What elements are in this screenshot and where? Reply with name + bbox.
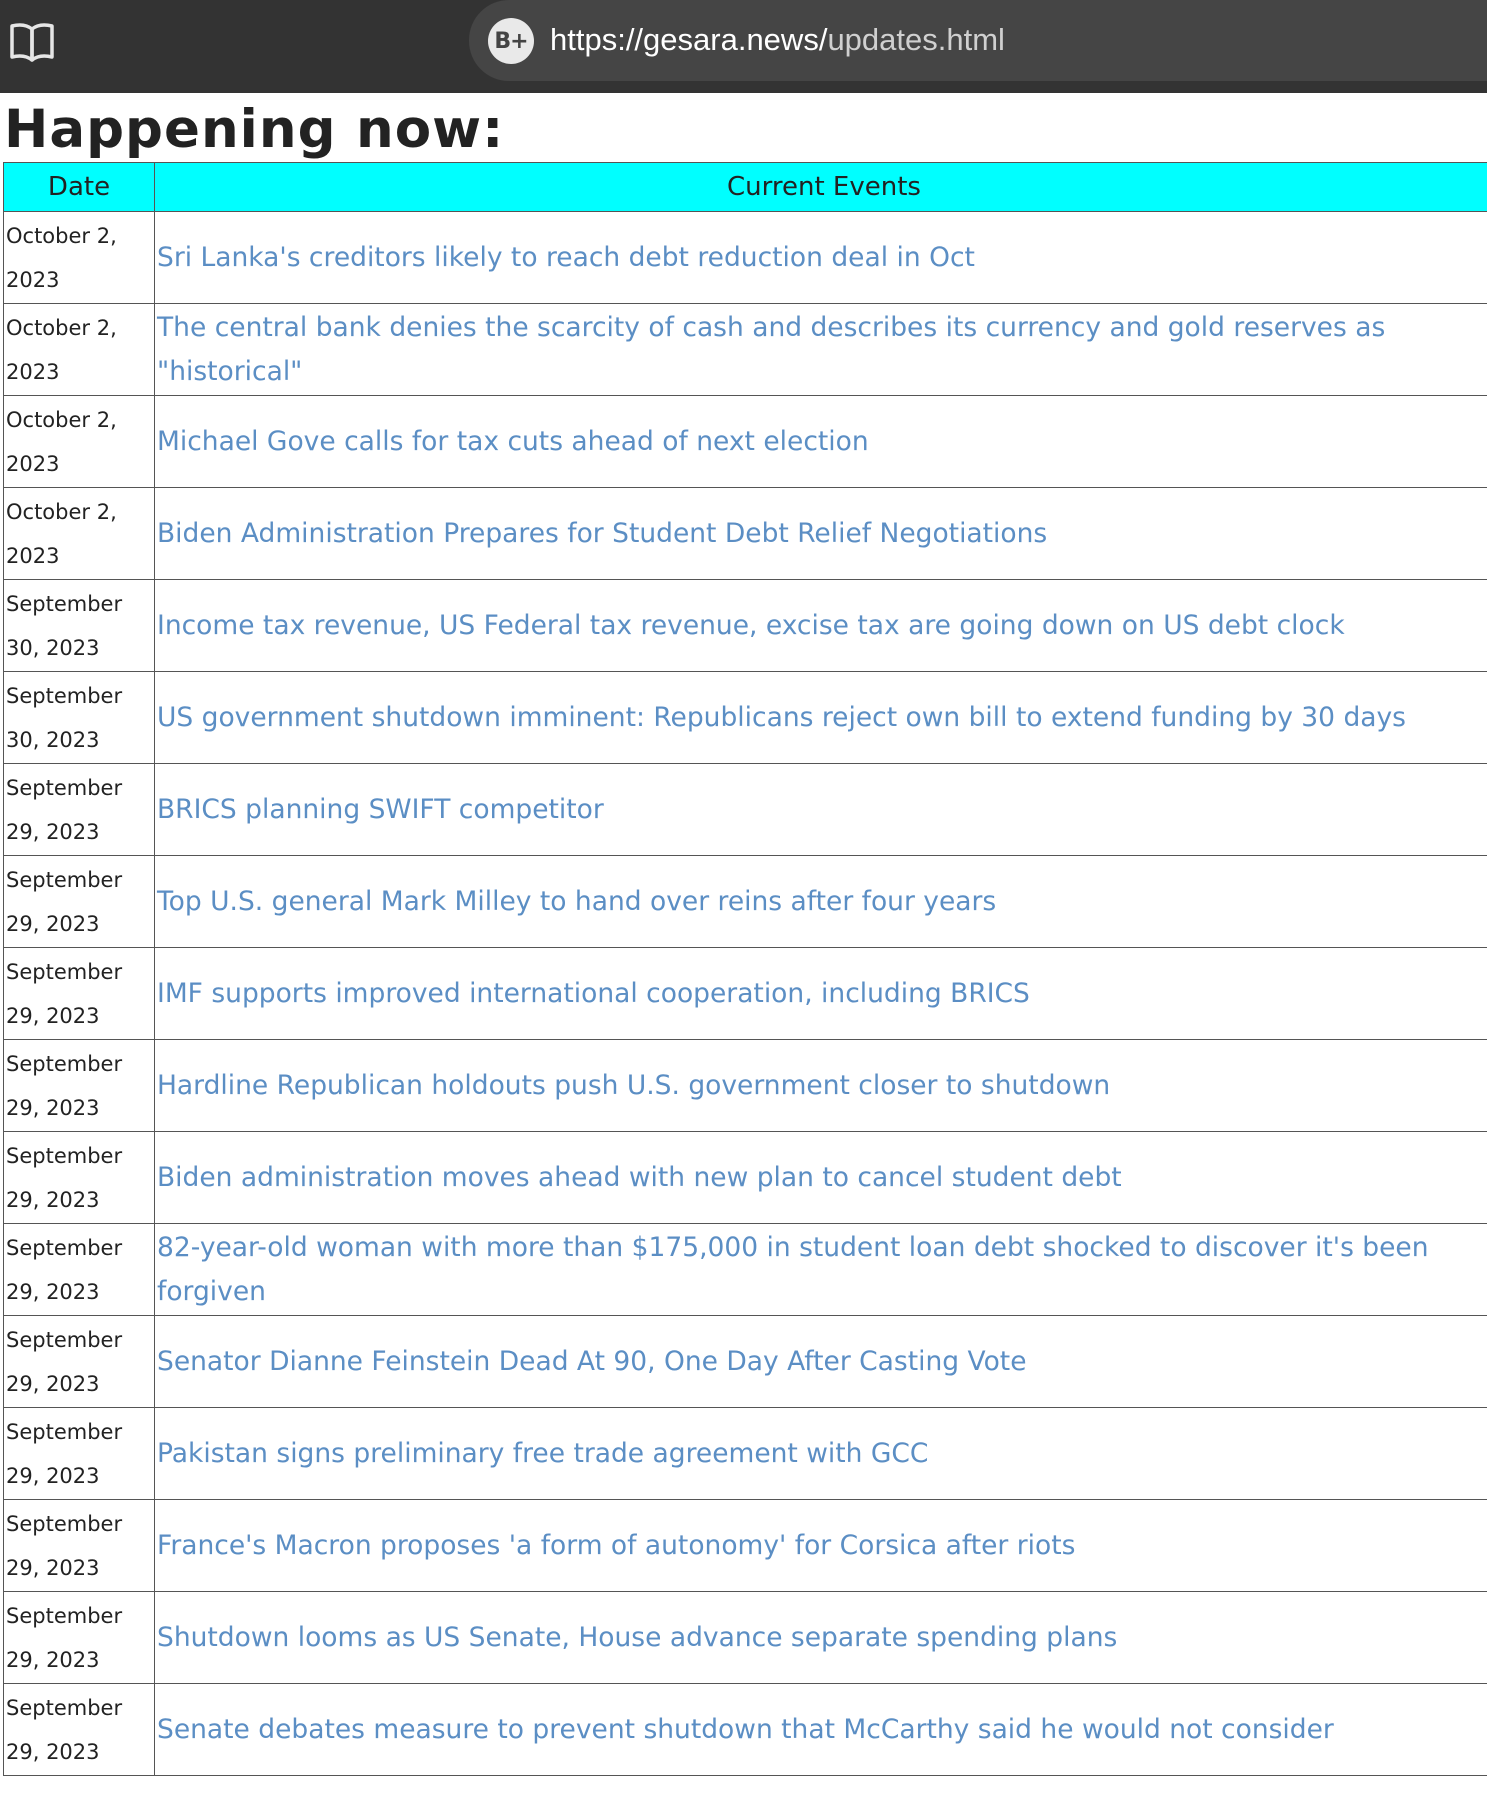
table-row <box>4 856 1487 948</box>
event-cell <box>155 1316 1487 1408</box>
event-cell <box>155 1500 1487 1592</box>
event-link[interactable]: Shutdown looms as US Senate, House advance separate spending plans <box>157 1621 1118 1653</box>
date-cell: October 2, 2023 <box>4 396 155 488</box>
url-text[interactable] <box>550 20 1005 60</box>
event-link[interactable]: US government shutdown imminent: Republicans reject own bill to extend funding by 30 days <box>157 701 1406 733</box>
date-cell: September 29, 2023 <box>4 856 155 948</box>
table-row <box>4 580 1487 672</box>
table-row <box>4 1592 1487 1684</box>
page-title: Happening now: <box>4 99 505 160</box>
date-cell: September 29, 2023 <box>4 764 155 856</box>
date-cell: September 30, 2023 <box>4 672 155 764</box>
browser-toolbar <box>0 0 1487 93</box>
event-link[interactable]: Biden administration moves ahead with new plan to cancel student debt <box>157 1161 1122 1193</box>
event-cell <box>155 1684 1487 1776</box>
date-cell: October 2, 2023 <box>4 304 155 396</box>
event-cell <box>155 1040 1487 1132</box>
event-cell <box>155 856 1487 948</box>
event-link[interactable]: BRICS planning SWIFT competitor <box>157 793 604 825</box>
event-link[interactable]: The central bank denies the scarcity of cash and describes its currency and gold reserves as "historical" <box>157 311 1386 387</box>
event-cell <box>155 764 1487 856</box>
table-row <box>4 488 1487 580</box>
event-link[interactable]: Michael Gove calls for tax cuts ahead of next election <box>157 425 869 457</box>
url-domain: https://gesara.news/ <box>550 22 828 57</box>
event-cell <box>155 1224 1487 1316</box>
table-row <box>4 1132 1487 1224</box>
event-link[interactable]: IMF supports improved international cooperation, including BRICS <box>157 977 1030 1009</box>
url-path: updates.html <box>827 22 1005 57</box>
table-row <box>4 672 1487 764</box>
event-cell <box>155 212 1487 304</box>
date-cell: October 2, 2023 <box>4 488 155 580</box>
table-row <box>4 1408 1487 1500</box>
event-cell <box>155 1592 1487 1684</box>
table-row <box>4 1684 1487 1776</box>
event-link[interactable]: 82-year-old woman with more than $175,000 in student loan debt shocked to discover it's been forgiven <box>157 1231 1429 1307</box>
event-cell <box>155 304 1487 396</box>
event-link[interactable]: Sri Lanka's creditors likely to reach debt reduction deal in Oct <box>157 241 975 273</box>
table-row <box>4 948 1487 1040</box>
book-open-icon[interactable] <box>8 20 56 64</box>
table-row <box>4 764 1487 856</box>
date-cell: September 29, 2023 <box>4 1316 155 1408</box>
date-cell: September 29, 2023 <box>4 1224 155 1316</box>
event-cell <box>155 1408 1487 1500</box>
date-cell: September 29, 2023 <box>4 1684 155 1776</box>
event-link[interactable]: Biden Administration Prepares for Student Debt Relief Negotiations <box>157 517 1048 549</box>
table-row <box>4 1316 1487 1408</box>
event-link[interactable]: Hardline Republican holdouts push U.S. government closer to shutdown <box>157 1069 1111 1101</box>
date-cell: September 29, 2023 <box>4 1040 155 1132</box>
date-cell: September 29, 2023 <box>4 1592 155 1684</box>
event-cell <box>155 396 1487 488</box>
site-security-badge[interactable]: B+ <box>488 18 534 64</box>
date-column-header: Date <box>4 163 155 212</box>
event-cell <box>155 1132 1487 1224</box>
date-cell: October 2, 2023 <box>4 212 155 304</box>
table-row <box>4 1500 1487 1592</box>
event-cell <box>155 488 1487 580</box>
table-row <box>4 304 1487 396</box>
table-row <box>4 212 1487 304</box>
event-link[interactable]: Top U.S. general Mark Milley to hand over reins after four years <box>157 885 997 917</box>
table-row <box>4 1224 1487 1316</box>
event-cell <box>155 672 1487 764</box>
date-cell: September 29, 2023 <box>4 1408 155 1500</box>
table-row <box>4 1040 1487 1132</box>
table-header-row <box>4 163 1487 212</box>
date-cell: September 30, 2023 <box>4 580 155 672</box>
event-cell <box>155 580 1487 672</box>
event-link[interactable]: Pakistan signs preliminary free trade agreement with GCC <box>157 1437 929 1469</box>
event-link[interactable]: Senator Dianne Feinstein Dead At 90, One Day After Casting Vote <box>157 1345 1027 1377</box>
events-column-header: Current Events <box>155 163 1487 212</box>
table-row <box>4 396 1487 488</box>
event-link[interactable]: Income tax revenue, US Federal tax revenue, excise tax are going down on US debt clock <box>157 609 1345 641</box>
events-table <box>3 162 1487 1776</box>
date-cell: September 29, 2023 <box>4 1500 155 1592</box>
event-cell <box>155 948 1487 1040</box>
event-link[interactable]: France's Macron proposes 'a form of autonomy' for Corsica after riots <box>157 1529 1076 1561</box>
event-link[interactable]: Senate debates measure to prevent shutdown that McCarthy said he would not consider <box>157 1713 1334 1745</box>
date-cell: September 29, 2023 <box>4 948 155 1040</box>
date-cell: September 29, 2023 <box>4 1132 155 1224</box>
